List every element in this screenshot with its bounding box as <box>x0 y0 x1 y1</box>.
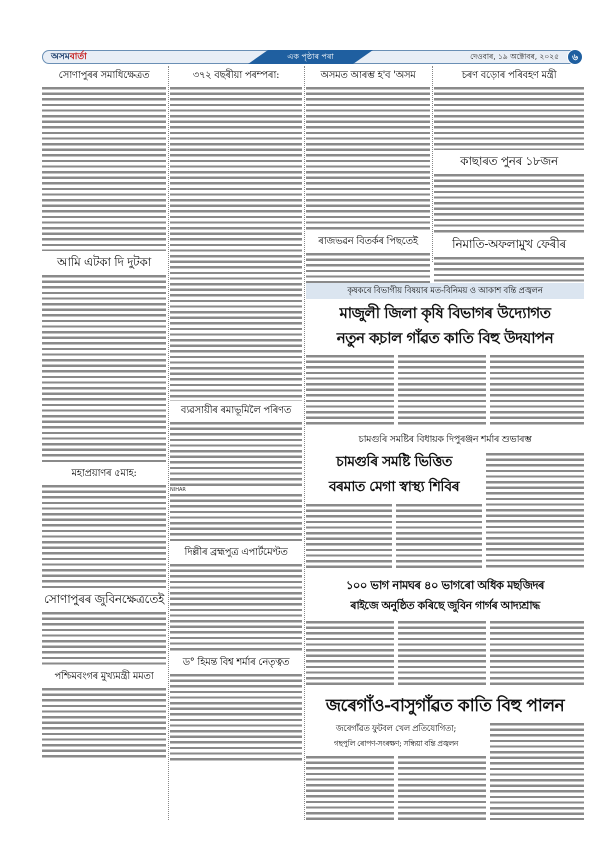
article-body <box>434 86 584 150</box>
article-headline: সোণাপুৰৰ সমাধিক্ষেত্ৰত <box>58 70 150 81</box>
article-headline: ৩৭২ বছৰীয়া পৰম্পৰা: <box>192 70 280 81</box>
health-headline-line2: বৰমাত মেগা স্বাস্থ্য শিবিৰ <box>306 475 482 499</box>
health-headline-line1: চামগুৰি সমষ্টি ভিত্তিত <box>306 450 482 474</box>
lead-headline-line2: নতুন কচ়াল গাঁৱত কাতি বিহু উদযাপন <box>306 326 584 350</box>
article-body <box>306 354 394 428</box>
article-body <box>490 722 584 820</box>
column-divider <box>304 66 305 820</box>
shraddha-headline-line2: ৰাইজে অনুষ্ঠিত কৰিছে জুবিন গাৰ্গৰ আদ্যশ্ৰাদ্ধ <box>306 596 584 616</box>
column-3 <box>306 66 430 292</box>
article-body <box>42 484 166 588</box>
article-body <box>306 503 392 570</box>
article-body <box>398 755 486 820</box>
bihu-subhead-line2: গছপুলি ৰোপণ-সংৰক্ষণ; সন্ধিয়া বন্তি প্ৰজ্বলন <box>306 737 486 751</box>
article-body <box>398 354 486 428</box>
article-headline: নিমাতি-অফলামুখ ফেৰীৰ <box>452 237 566 251</box>
article-body <box>490 354 584 428</box>
article-headline: অসমত আৰম্ভ হ'ব 'অসম <box>320 70 416 81</box>
article-body <box>434 173 584 233</box>
article-body <box>170 86 302 401</box>
article-body <box>42 611 166 667</box>
column-divider <box>432 66 433 262</box>
column-divider <box>168 66 169 820</box>
article-body <box>170 563 302 653</box>
article-headline: ৰাজভৱন বিতৰ্কৰ পিছতেই <box>318 236 418 247</box>
bihu-subhead-line1: জৰেগাঁৱত ফুটবল খেল প্ৰতিযোগিতা; <box>306 722 486 736</box>
lead-headline-line1: মাজুলী জিলা কৃষি বিভাগৰ উদ্যোগত <box>306 301 584 325</box>
article-headline: ব্যৱসায়ীৰ ৰমাভূমিলৈ পৰিণত <box>180 405 292 416</box>
article-body <box>398 620 486 688</box>
article-body <box>42 86 166 251</box>
article-headline: মহাপ্ৰয়াণৰ ৫মাহ: <box>71 468 137 479</box>
article-body <box>306 86 430 232</box>
article-body <box>490 620 584 688</box>
article-body <box>42 687 166 761</box>
article-headline: কাছাৰত পুনৰ ১৮জন <box>460 154 558 168</box>
article-headline: ড° হিমন্ত বিশ্ব শৰ্মাৰ নেতৃত্বত <box>182 657 290 668</box>
article-acronym: NIHAR <box>170 487 186 493</box>
article-body <box>486 452 584 570</box>
logo-text-part1: অসম <box>51 52 70 62</box>
shraddha-headline-line1: ১০০ ভাগ নামঘৰ ৪০ ভাগৰো অধিক মছজিদৰ <box>306 575 584 595</box>
column-1 <box>42 66 166 761</box>
article-headline: পশ্চিমবংগৰ মুখ্যমন্ত্ৰী মমতা <box>54 671 154 682</box>
article-body <box>396 503 482 570</box>
article-headline: আমি এটকা দি দুটকা <box>57 255 151 269</box>
article-body <box>170 673 302 763</box>
column-4 <box>434 66 584 296</box>
article-headline: দিল্লীৰ ব্ৰহ্মপুত্ৰ এপাৰ্টমেণ্টত <box>184 547 288 558</box>
tab-wedge-right <box>353 50 373 64</box>
article-headline: চৰণ বড়োৰ পৰিবহণ মন্ত্ৰী <box>461 70 557 81</box>
masthead-bar <box>42 50 582 64</box>
issue-date: দেওবাৰ, ১৯ অক্টোবৰ, ২০২৫ <box>470 52 559 61</box>
page-number-badge: ৬ <box>567 49 583 65</box>
health-kicker: চামগুৰি সমষ্টিৰ বিধায়ক দিপুৰঞ্জন শৰ্মাৰ শুভাৰম্ভ <box>306 432 584 447</box>
article-body <box>170 493 302 543</box>
logo-text-part2: বাৰ্তা <box>69 52 87 62</box>
lead-kicker: কৃষকৰে বিভাগীয় বিষয়াৰ মত-বিনিময় ও আকাশ বন্তি প্ৰজ্বলন <box>306 283 584 299</box>
article-body <box>42 274 166 464</box>
column-2 <box>170 66 302 763</box>
section-label: এক পৃষ্ঠাৰ পৰা <box>268 50 353 64</box>
tab-wedge-left <box>248 50 268 64</box>
newspaper-logo <box>51 51 87 63</box>
article-body <box>306 620 394 688</box>
article-body <box>306 755 394 820</box>
article-body <box>170 421 302 487</box>
article-headline: সোণাপুৰৰ জুবিনক্ষেত্ৰতেই <box>43 592 165 606</box>
bihu-headline: জৰেগাঁও-বাসুগাঁৱত কাতি বিহু পালন <box>306 692 584 720</box>
